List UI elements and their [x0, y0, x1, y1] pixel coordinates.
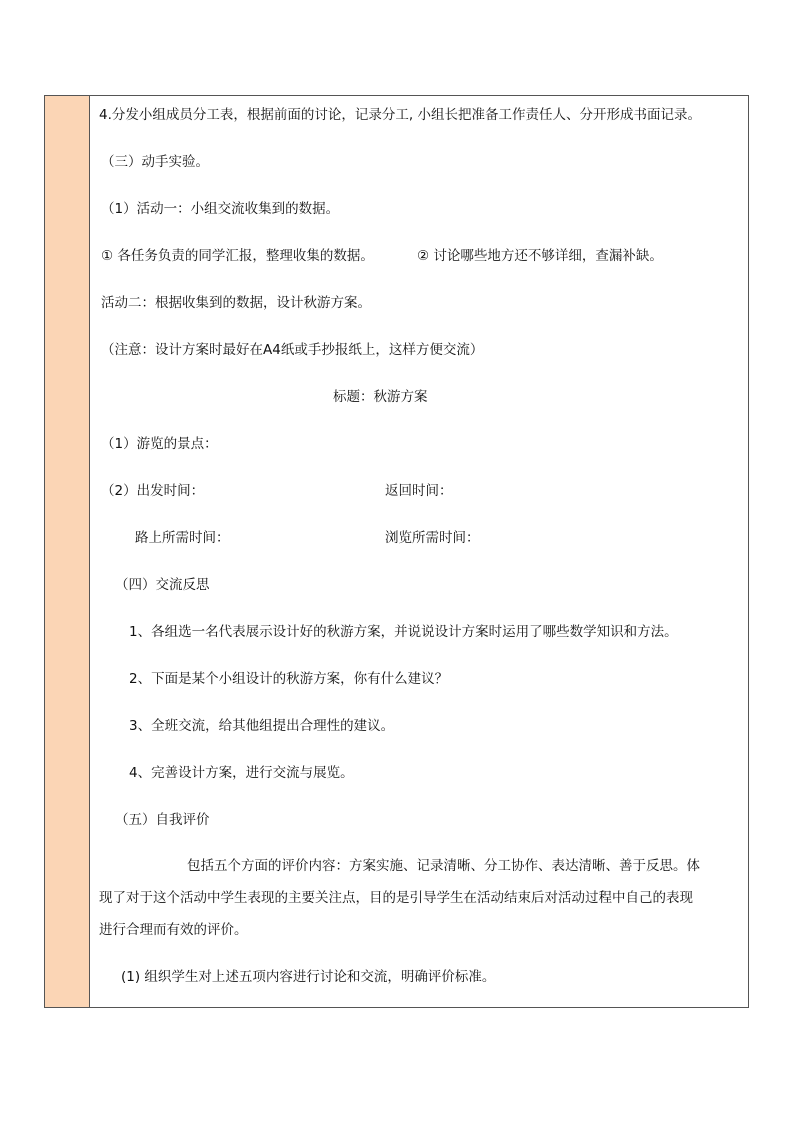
reflect-item-2: 2、下面是某个小组设计的秋游方案，你有什么建议？: [129, 671, 449, 687]
reflect-item-1: 1、各组选一名代表展示设计好的秋游方案，并说说设计方案时运用了哪些数学知识和方法。: [129, 624, 678, 640]
reflect-item-4: 4、完善设计方案，进行交流与展览。: [129, 765, 354, 781]
content-cell: [91, 96, 748, 1007]
visit-time-label: 浏览所需时间：: [385, 530, 480, 546]
activity-1-item-1: ① 各任务负责的同学汇报，整理收集的数据。: [101, 248, 374, 264]
activity-1-line: （1）活动一：小组交流收集到的数据。: [101, 201, 340, 217]
content-table: [44, 95, 749, 1008]
plan-title: 标题：秋游方案: [333, 389, 428, 405]
eval-step-1: (1) 组织学生对上述五项内容进行讨论和交流，明确评价标准。: [121, 969, 496, 985]
note-line: （注意：设计方案时最好在A4纸或手抄报纸上，这样方便交流）: [101, 342, 484, 358]
side-column: [45, 96, 90, 1007]
activity-1-item-2: ② 讨论哪些地方还不够详细，查漏补缺。: [417, 248, 663, 264]
sights-line: （1）游览的景点：: [101, 436, 218, 452]
reflect-item-3: 3、全班交流，给其他组提出合理性的建议。: [129, 718, 395, 734]
eval-para-line-3: 进行合理而有效的评价。: [99, 922, 248, 938]
travel-time-label: 路上所需时间：: [135, 530, 230, 546]
return-time-label: 返回时间：: [385, 483, 453, 499]
section-5-heading: （五）自我评价: [115, 812, 210, 828]
depart-time-label: （2）出发时间：: [101, 483, 205, 499]
activity-2-line: 活动二：根据收集到的数据，设计秋游方案。: [101, 295, 371, 311]
eval-para-line-2: 现了对于这个活动中学生表现的主要关注点，目的是引导学生在活动结束后对活动过程中自己的表现: [99, 890, 693, 906]
section-3-heading: （三）动手实验。: [101, 154, 209, 170]
step-4-line: 4.分发小组成员分工表，根据前面的讨论，记录分工, 小组长把准备工作责任人、分开形成书面记录。: [99, 107, 701, 123]
eval-para-line-1: 包括五个方面的评价内容：方案实施、记录清晰、分工协作、表达清晰、善于反思。体: [187, 858, 700, 874]
section-4-heading: （四）交流反思: [115, 577, 210, 593]
